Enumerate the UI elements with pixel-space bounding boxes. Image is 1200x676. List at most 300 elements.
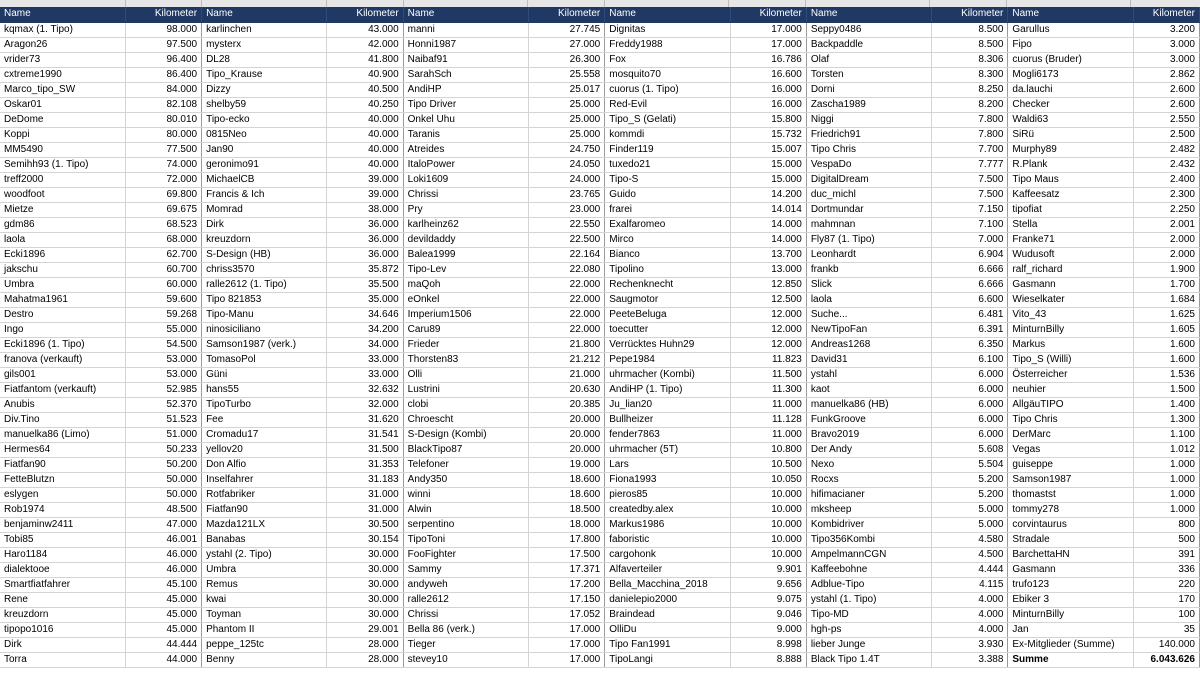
cell-name[interactable]: AmpelmannCGN [806,547,931,562]
cell-km[interactable]: 48.500 [125,502,201,517]
cell-name[interactable]: 0815Neo [202,127,327,142]
cell-km[interactable]: 17.052 [529,607,605,622]
cell-km[interactable]: 2.500 [1133,127,1199,142]
cell-km[interactable]: 22.000 [529,307,605,322]
cell-name[interactable]: Phantom II [202,622,327,637]
cell-name[interactable]: eslygen [0,487,125,502]
cell-km[interactable]: 50.200 [125,457,201,472]
cell-km[interactable]: 7.000 [932,232,1008,247]
cell-name[interactable]: FunkGroove [806,412,931,427]
cell-name[interactable]: kreuzdorn [202,232,327,247]
cell-name[interactable]: MM5490 [0,142,125,157]
cell-name[interactable]: Torra [0,652,125,667]
cell-km[interactable]: 31.000 [327,502,403,517]
cell-km[interactable]: 6.000 [932,427,1008,442]
cell-km[interactable]: 5.000 [932,517,1008,532]
cell-km[interactable]: 25.000 [529,127,605,142]
cell-name[interactable]: Ex-Mitglieder (Summe) [1008,637,1133,652]
cell-km[interactable]: 4.000 [932,592,1008,607]
cell-km[interactable]: 11.000 [730,427,806,442]
header-name-1[interactable]: Name [0,7,125,22]
cell-name[interactable]: Verrücktes Huhn29 [605,337,730,352]
cell-km[interactable]: 9.075 [730,592,806,607]
cell-km[interactable]: 50.000 [125,487,201,502]
cell-name[interactable]: Österreicher [1008,367,1133,382]
cell-km[interactable]: 40.500 [327,82,403,97]
cell-km[interactable]: 3.000 [1133,37,1199,52]
cell-name[interactable]: clobi [403,397,528,412]
cell-km[interactable]: 14.000 [730,232,806,247]
cell-name[interactable]: jakschu [0,262,125,277]
cell-name[interactable]: Tipo Fan1991 [605,637,730,652]
cell-name[interactable]: mahmnan [806,217,931,232]
cell-name[interactable]: kreuzdorn [0,607,125,622]
cell-name[interactable]: Marco_tipo_SW [0,82,125,97]
cell-name[interactable]: andyweh [403,577,528,592]
cell-name[interactable]: Tipolino [605,262,730,277]
cell-name[interactable]: Zascha1989 [806,97,931,112]
cell-name[interactable]: Vito_43 [1008,307,1133,322]
cell-km[interactable]: 6.000 [932,397,1008,412]
cell-km[interactable]: 7.800 [932,127,1008,142]
cell-name[interactable]: Haro1184 [0,547,125,562]
cell-name[interactable]: ystahl (1. Tipo) [806,592,931,607]
cell-km[interactable]: 10.050 [730,472,806,487]
cell-name[interactable]: Seppy0486 [806,22,931,37]
cell-km[interactable]: 800 [1133,517,1199,532]
cell-km[interactable]: 11.000 [730,397,806,412]
cell-km[interactable]: 5.200 [932,487,1008,502]
cell-name[interactable]: Bella 86 (verk.) [403,622,528,637]
cell-name[interactable]: AndiHP (1. Tipo) [605,382,730,397]
cell-name[interactable]: Toyman [202,607,327,622]
cell-name[interactable]: da.lauchi [1008,82,1133,97]
cell-name[interactable]: hifimacianer [806,487,931,502]
cell-km[interactable]: 32.000 [327,397,403,412]
cell-km[interactable]: 2.862 [1133,67,1199,82]
cell-name[interactable]: corvintaurus [1008,517,1133,532]
cell-km[interactable]: 20.000 [529,427,605,442]
cell-name[interactable]: Naibaf91 [403,52,528,67]
cell-name[interactable]: Tipo-Manu [202,307,327,322]
cell-km[interactable]: 3.388 [932,652,1008,667]
cell-km[interactable]: 8.250 [932,82,1008,97]
cell-name[interactable]: Rocxs [806,472,931,487]
cell-name[interactable]: Thorsten83 [403,352,528,367]
cell-km[interactable]: 52.370 [125,397,201,412]
cell-name[interactable]: Don Alfio [202,457,327,472]
cell-km[interactable]: 55.000 [125,322,201,337]
cell-name[interactable]: Samson1987 (verk.) [202,337,327,352]
cell-name[interactable]: SarahSch [403,67,528,82]
cell-name[interactable]: Vegas [1008,442,1133,457]
cell-km[interactable]: 8.200 [932,97,1008,112]
cell-km[interactable]: 39.000 [327,172,403,187]
cell-km[interactable]: 10.000 [730,487,806,502]
cell-name[interactable]: Andy350 [403,472,528,487]
cell-km[interactable]: 6.391 [932,322,1008,337]
cell-km[interactable]: 8.500 [932,37,1008,52]
cell-km[interactable]: 1.300 [1133,412,1199,427]
cell-km[interactable]: 2.600 [1133,97,1199,112]
cell-km[interactable]: 17.000 [730,37,806,52]
cell-km[interactable]: 33.000 [327,367,403,382]
cell-km[interactable]: 42.000 [327,37,403,52]
cell-name[interactable]: Stradale [1008,532,1133,547]
cell-name[interactable]: Chrissi [403,187,528,202]
header-name-3[interactable]: Name [403,7,528,22]
cell-name[interactable]: pieros85 [605,487,730,502]
cell-km[interactable]: 5.200 [932,472,1008,487]
cell-name[interactable]: Sammy [403,562,528,577]
cell-name[interactable]: Tipo Driver [403,97,528,112]
cell-name[interactable]: Taranis [403,127,528,142]
cell-name[interactable]: trufo123 [1008,577,1133,592]
cell-name[interactable]: Fly87 (1. Tipo) [806,232,931,247]
cell-name[interactable]: Telefoner [403,457,528,472]
cell-km[interactable]: 12.500 [730,292,806,307]
cell-name[interactable]: DigitalDream [806,172,931,187]
cell-km[interactable]: 3.930 [932,637,1008,652]
cell-km[interactable]: 20.630 [529,382,605,397]
cell-km[interactable]: 21.000 [529,367,605,382]
cell-km[interactable]: 8.300 [932,67,1008,82]
cell-name[interactable]: DeDome [0,112,125,127]
cell-km[interactable]: 69.800 [125,187,201,202]
cell-name[interactable]: Rene [0,592,125,607]
cell-km[interactable]: 7.500 [932,172,1008,187]
header-km-1[interactable]: Kilometer [125,7,201,22]
cell-name[interactable]: PeeteBeluga [605,307,730,322]
cell-km[interactable]: 9.656 [730,577,806,592]
cell-name[interactable]: Tipo 821853 [202,292,327,307]
cell-km[interactable]: 6.666 [932,277,1008,292]
cell-km[interactable]: 13.700 [730,247,806,262]
cell-km[interactable]: 16.786 [730,52,806,67]
cell-name[interactable]: Mogli6173 [1008,67,1133,82]
cell-name[interactable]: Kaffeebohne [806,562,931,577]
cell-km[interactable]: 38.000 [327,202,403,217]
cell-km[interactable]: 15.732 [730,127,806,142]
cell-name[interactable]: Atreides [403,142,528,157]
cell-km[interactable]: 1.700 [1133,277,1199,292]
cell-name[interactable]: Gasmann [1008,277,1133,292]
cell-km[interactable]: 86.400 [125,67,201,82]
cell-km[interactable]: 36.000 [327,217,403,232]
cell-name[interactable]: Tipo Chris [1008,412,1133,427]
cell-km[interactable]: 7.500 [932,187,1008,202]
cell-km[interactable]: 44.444 [125,637,201,652]
cell-km[interactable]: 6.350 [932,337,1008,352]
cell-name[interactable]: Inselfahrer [202,472,327,487]
cell-km[interactable]: 97.500 [125,37,201,52]
cell-name[interactable]: Slick [806,277,931,292]
cell-km[interactable]: 60.700 [125,262,201,277]
cell-km[interactable]: 44.000 [125,652,201,667]
cell-name[interactable]: maQoh [403,277,528,292]
cell-name[interactable]: Niggi [806,112,931,127]
cell-name[interactable]: ystahl [806,367,931,382]
cell-km[interactable]: 10.500 [730,457,806,472]
cell-km[interactable]: 27.000 [529,37,605,52]
cell-km[interactable]: 46.001 [125,532,201,547]
cell-km[interactable]: 4.500 [932,547,1008,562]
cell-km[interactable]: 41.800 [327,52,403,67]
cell-name[interactable]: Bella_Macchina_2018 [605,577,730,592]
cell-km[interactable]: 6.000 [932,412,1008,427]
cell-km[interactable]: 7.700 [932,142,1008,157]
cell-name[interactable]: kqmax (1. Tipo) [0,22,125,37]
cell-km[interactable]: 23.000 [529,202,605,217]
cell-km[interactable]: 80.000 [125,127,201,142]
cell-km[interactable]: 23.765 [529,187,605,202]
cell-name[interactable]: Onkel Uhu [403,112,528,127]
cell-name[interactable]: Ju_lian20 [605,397,730,412]
cell-name[interactable]: franova (verkauft) [0,352,125,367]
cell-name[interactable]: Caru89 [403,322,528,337]
cell-name[interactable]: SiRü [1008,127,1133,142]
cell-name[interactable]: Cromadu17 [202,427,327,442]
cell-name[interactable]: devildaddy [403,232,528,247]
cell-name[interactable]: Torsten [806,67,931,82]
cell-name[interactable]: Fee [202,412,327,427]
cell-name[interactable]: ralle2612 (1. Tipo) [202,277,327,292]
cell-km[interactable]: 1.100 [1133,427,1199,442]
header-name-2[interactable]: Name [202,7,327,22]
header-km-2[interactable]: Kilometer [327,7,403,22]
cell-km[interactable]: 3.200 [1133,22,1199,37]
cell-name[interactable]: kommdi [605,127,730,142]
cell-name[interactable]: Checker [1008,97,1133,112]
cell-km[interactable]: 22.000 [529,277,605,292]
cell-km[interactable]: 35 [1133,622,1199,637]
header-name-5[interactable]: Name [806,7,931,22]
cell-km[interactable]: 15.000 [730,172,806,187]
cell-name[interactable]: Tipo Maus [1008,172,1133,187]
cell-name[interactable]: Chroescht [403,412,528,427]
cell-name[interactable]: Umbra [202,562,327,577]
cell-name[interactable]: Mirco [605,232,730,247]
cell-km[interactable]: 17.200 [529,577,605,592]
cell-name[interactable]: karlheinz62 [403,217,528,232]
cell-name[interactable]: Mietze [0,202,125,217]
cell-name[interactable]: serpentino [403,517,528,532]
header-name-4[interactable]: Name [605,7,730,22]
cell-name[interactable]: Benny [202,652,327,667]
cell-km[interactable]: 1.000 [1133,472,1199,487]
cell-name[interactable]: uhrmacher (5T) [605,442,730,457]
cell-name[interactable]: Dignitas [605,22,730,37]
cell-name[interactable]: laola [806,292,931,307]
cell-km[interactable]: 30.154 [327,532,403,547]
cell-km[interactable]: 17.000 [730,22,806,37]
cell-name[interactable]: Bullheizer [605,412,730,427]
cell-name[interactable]: Gasmann [1008,562,1133,577]
cell-km[interactable]: 8.500 [932,22,1008,37]
cell-name[interactable]: cargohonk [605,547,730,562]
cell-name[interactable]: Momrad [202,202,327,217]
cell-km[interactable]: 45.000 [125,592,201,607]
cell-name[interactable]: BarchettaHN [1008,547,1133,562]
cell-name[interactable]: TipoLangi [605,652,730,667]
cell-km[interactable]: 2.432 [1133,157,1199,172]
cell-km[interactable]: 77.500 [125,142,201,157]
cell-km[interactable]: 40.000 [327,127,403,142]
cell-name[interactable]: toecutter [605,322,730,337]
cell-km[interactable]: 45.000 [125,622,201,637]
cell-name[interactable]: Finder119 [605,142,730,157]
cell-name[interactable]: karlinchen [202,22,327,37]
cell-km[interactable]: 27.745 [529,22,605,37]
cell-name[interactable]: OlliDu [605,622,730,637]
cell-km[interactable]: 220 [1133,577,1199,592]
cell-name[interactable]: ItaloPower [403,157,528,172]
cell-name[interactable]: FooFighter [403,547,528,562]
cell-name[interactable]: dialektooe [0,562,125,577]
cell-name[interactable]: Frieder [403,337,528,352]
cell-km[interactable]: 54.500 [125,337,201,352]
cell-name[interactable]: yellov20 [202,442,327,457]
cell-name[interactable]: Ingo [0,322,125,337]
cell-name[interactable]: Tipo-MD [806,607,931,622]
cell-km[interactable]: 31.541 [327,427,403,442]
cell-name[interactable]: shelby59 [202,97,327,112]
cell-name[interactable]: Stella [1008,217,1133,232]
cell-km[interactable]: 98.000 [125,22,201,37]
cell-name[interactable]: Murphy89 [1008,142,1133,157]
cell-name[interactable]: Jan90 [202,142,327,157]
cell-km[interactable]: 22.000 [529,322,605,337]
cell-km[interactable]: 34.000 [327,337,403,352]
cell-km[interactable]: 47.000 [125,517,201,532]
header-km-3[interactable]: Kilometer [529,7,605,22]
cell-name[interactable]: geronimo91 [202,157,327,172]
cell-km[interactable]: 53.000 [125,352,201,367]
cell-name[interactable]: Kombidriver [806,517,931,532]
cell-name[interactable]: manuelka86 (HB) [806,397,931,412]
cell-km[interactable]: 17.800 [529,532,605,547]
cell-km[interactable]: 36.000 [327,247,403,262]
cell-name[interactable]: mksheep [806,502,931,517]
cell-name[interactable]: laola [0,232,125,247]
cell-name[interactable]: Oskar01 [0,97,125,112]
cell-km[interactable]: 2.001 [1133,217,1199,232]
cell-km[interactable]: 17.371 [529,562,605,577]
cell-km[interactable]: 7.800 [932,112,1008,127]
cell-name[interactable]: woodfoot [0,187,125,202]
cell-name[interactable]: Umbra [0,277,125,292]
cell-name[interactable]: Adblue-Tipo [806,577,931,592]
cell-km[interactable]: 2.250 [1133,202,1199,217]
cell-name[interactable]: S-Design (Kombi) [403,427,528,442]
cell-km[interactable]: 1.600 [1133,352,1199,367]
cell-name[interactable]: Hermes64 [0,442,125,457]
total-label[interactable]: Summe [1008,652,1133,667]
cell-km[interactable]: 11.823 [730,352,806,367]
cell-name[interactable]: Dirk [202,217,327,232]
cell-km[interactable]: 21.800 [529,337,605,352]
cell-name[interactable]: danielepio2000 [605,592,730,607]
cell-name[interactable]: kwai [202,592,327,607]
cell-km[interactable]: 17.500 [529,547,605,562]
cell-name[interactable]: Balea1999 [403,247,528,262]
cell-km[interactable]: 31.000 [327,487,403,502]
cell-km[interactable]: 16.000 [730,82,806,97]
cell-km[interactable]: 35.500 [327,277,403,292]
cell-name[interactable]: S-Design (HB) [202,247,327,262]
cell-km[interactable]: 2.000 [1133,247,1199,262]
cell-name[interactable]: Wudusoft [1008,247,1133,262]
cell-name[interactable]: Ecki1896 (1. Tipo) [0,337,125,352]
cell-km[interactable]: 25.000 [529,97,605,112]
cell-km[interactable]: 1.000 [1133,487,1199,502]
cell-km[interactable]: 18.500 [529,502,605,517]
cell-km[interactable]: 6.481 [932,307,1008,322]
header-name-6[interactable]: Name [1008,7,1133,22]
cell-name[interactable]: gils001 [0,367,125,382]
cell-name[interactable]: frankb [806,262,931,277]
cell-km[interactable]: 1.000 [1133,457,1199,472]
cell-km[interactable]: 16.000 [730,97,806,112]
cell-name[interactable]: treff2000 [0,172,125,187]
cell-km[interactable]: 20.385 [529,397,605,412]
cell-km[interactable]: 22.164 [529,247,605,262]
cell-name[interactable]: Saugmotor [605,292,730,307]
cell-name[interactable]: hgh-ps [806,622,931,637]
cell-name[interactable]: Semihh93 (1. Tipo) [0,157,125,172]
cell-km[interactable]: 50.233 [125,442,201,457]
cell-km[interactable]: 1.536 [1133,367,1199,382]
cell-km[interactable]: 6.000 [932,367,1008,382]
cell-name[interactable]: Fox [605,52,730,67]
cell-name[interactable]: Rechenknecht [605,277,730,292]
cell-km[interactable]: 9.901 [730,562,806,577]
header-km-6[interactable]: Kilometer [1133,7,1199,22]
cell-name[interactable]: Mahatma1961 [0,292,125,307]
cell-name[interactable]: guiseppe [1008,457,1133,472]
cell-km[interactable]: 15.007 [730,142,806,157]
cell-km[interactable]: 31.500 [327,442,403,457]
cell-name[interactable]: DerMarc [1008,427,1133,442]
cell-km[interactable]: 22.000 [529,292,605,307]
cell-name[interactable]: AndiHP [403,82,528,97]
cell-name[interactable]: winni [403,487,528,502]
cell-name[interactable]: Tipo_S (Willi) [1008,352,1133,367]
cell-name[interactable]: cuorus (Bruder) [1008,52,1133,67]
cell-name[interactable]: Loki1609 [403,172,528,187]
cell-name[interactable]: Dirk [0,637,125,652]
cell-km[interactable]: 14.014 [730,202,806,217]
cell-km[interactable]: 40.000 [327,142,403,157]
cell-km[interactable]: 8.998 [730,637,806,652]
cell-km[interactable]: 14.000 [730,217,806,232]
cell-name[interactable]: Markus [1008,337,1133,352]
cell-km[interactable]: 25.558 [529,67,605,82]
cell-km[interactable]: 2.000 [1133,232,1199,247]
cell-km[interactable]: 40.000 [327,112,403,127]
cell-name[interactable]: Tipo-S [605,172,730,187]
cell-km[interactable]: 2.400 [1133,172,1199,187]
cell-km[interactable]: 12.850 [730,277,806,292]
cell-km[interactable]: 11.500 [730,367,806,382]
cell-name[interactable]: Fiatfan90 [202,502,327,517]
cell-name[interactable]: Chrissi [403,607,528,622]
cell-name[interactable]: Mazda121LX [202,517,327,532]
cell-km[interactable]: 51.523 [125,412,201,427]
cell-name[interactable]: R.Plank [1008,157,1133,172]
cell-km[interactable]: 40.900 [327,67,403,82]
cell-km[interactable]: 20.000 [529,412,605,427]
